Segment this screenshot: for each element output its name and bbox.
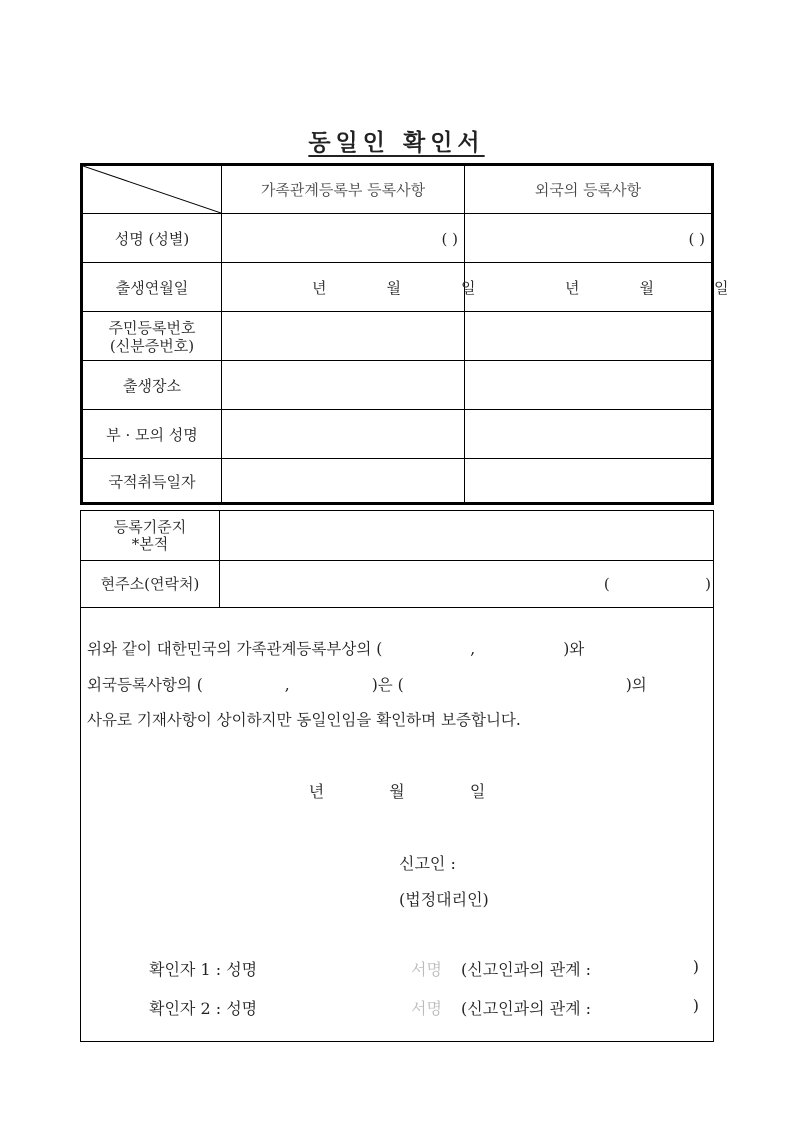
confirmer-2-label: 확인자 2 : 성명 <box>149 999 258 1018</box>
document-title <box>0 124 793 157</box>
label-birthplace: 출생장소 <box>123 377 181 395</box>
statement-line-3: 사유로 기재사항이 상이하지만 동일인임을 확인하며 보증합니다. <box>87 711 521 729</box>
diagonal-slash-icon <box>83 166 221 213</box>
day-label: 일 <box>461 279 476 297</box>
statement-text: , <box>284 676 290 694</box>
confirmer-2-row <box>149 996 699 1019</box>
label-registry-line2: *본적 <box>131 534 169 553</box>
confirmer-1-relation: (신고인과의 관계 : <box>461 960 591 979</box>
label-id-line2: (신분증번호) <box>109 336 195 355</box>
table-row-nationality <box>83 458 711 503</box>
header-foreign-registry: 외국의 등록사항 <box>534 181 642 199</box>
statement-text: 외국등록사항의 ( <box>87 676 203 694</box>
table-row-id <box>83 311 711 361</box>
year-label: 년 <box>565 279 580 297</box>
family-nationality-field[interactable] <box>222 459 464 503</box>
confirmer-1-sign[interactable]: 서명 <box>411 960 442 979</box>
foreign-nationality-field[interactable] <box>465 459 711 503</box>
label-birthdate: 출생연월일 <box>115 279 189 297</box>
confirmer-1-close: ) <box>692 957 699 976</box>
confirmation-block <box>80 510 714 1042</box>
statement-line-2 <box>87 673 707 695</box>
statement-text: )의 <box>625 676 647 694</box>
family-birthplace-field[interactable] <box>222 361 464 410</box>
label-registry-base <box>81 511 219 560</box>
label-parents: 부 · 모의 성명 <box>106 426 198 444</box>
month-label: 월 <box>639 279 654 297</box>
label-id-number <box>83 312 221 361</box>
family-parents-field[interactable] <box>222 410 464 459</box>
statement-text: , <box>470 640 476 658</box>
label-id-line1: 주민등록번호 <box>108 318 196 337</box>
confirmer-1-row <box>149 957 699 980</box>
confirmer-2-close: ) <box>692 996 699 1015</box>
date-line <box>81 779 713 802</box>
statement-text: )은 ( <box>371 676 404 694</box>
foreign-id-field[interactable] <box>465 312 711 361</box>
foreign-parents-field[interactable] <box>465 410 711 459</box>
label-address: 현주소(연락처) <box>100 575 200 593</box>
label-nationality-date: 국적취득일자 <box>108 472 196 491</box>
address-field[interactable]: ( ) <box>603 574 711 593</box>
family-name-field[interactable]: ( ) <box>441 229 458 248</box>
label-name: 성명 (성별) <box>114 230 190 248</box>
foreign-birthdate-field[interactable] <box>465 263 729 312</box>
identity-table <box>80 163 729 505</box>
table-row-birth <box>83 262 729 312</box>
label-registry-line1: 등록기준지 <box>113 517 187 536</box>
year-label: 년 <box>308 782 325 801</box>
foreign-name-field[interactable]: ( ) <box>688 229 705 248</box>
table-header-row <box>83 166 711 213</box>
confirmer-2-sign[interactable]: 서명 <box>411 999 442 1018</box>
family-birthdate-field[interactable] <box>222 263 476 312</box>
day-label: 일 <box>714 279 729 297</box>
registry-base-field[interactable] <box>220 511 713 560</box>
table-row-parents <box>83 409 711 459</box>
row-divider <box>81 607 713 608</box>
statement-text: )와 <box>563 640 585 658</box>
day-label: 일 <box>469 782 486 801</box>
header-family-registry: 가족관계등록부 등록사항 <box>260 181 426 199</box>
statement-text: 위와 같이 대한민국의 가족관계등록부상의 ( <box>87 640 383 658</box>
month-label: 월 <box>386 279 401 297</box>
reporter-label: 신고인 : <box>399 854 456 873</box>
foreign-birthplace-field[interactable] <box>465 361 711 410</box>
table-row-name <box>83 213 711 263</box>
table-row-birthplace <box>83 360 711 410</box>
month-label: 월 <box>389 782 405 801</box>
legal-proxy-label: (법정대리인) <box>399 890 489 909</box>
family-id-field[interactable] <box>222 312 464 361</box>
year-label: 년 <box>312 279 327 297</box>
confirmer-1-label: 확인자 1 : 성명 <box>149 960 258 979</box>
title-text: 동일인 확인서 <box>308 129 485 156</box>
confirmer-2-relation: (신고인과의 관계 : <box>461 999 591 1018</box>
statement-line-1 <box>87 637 707 659</box>
